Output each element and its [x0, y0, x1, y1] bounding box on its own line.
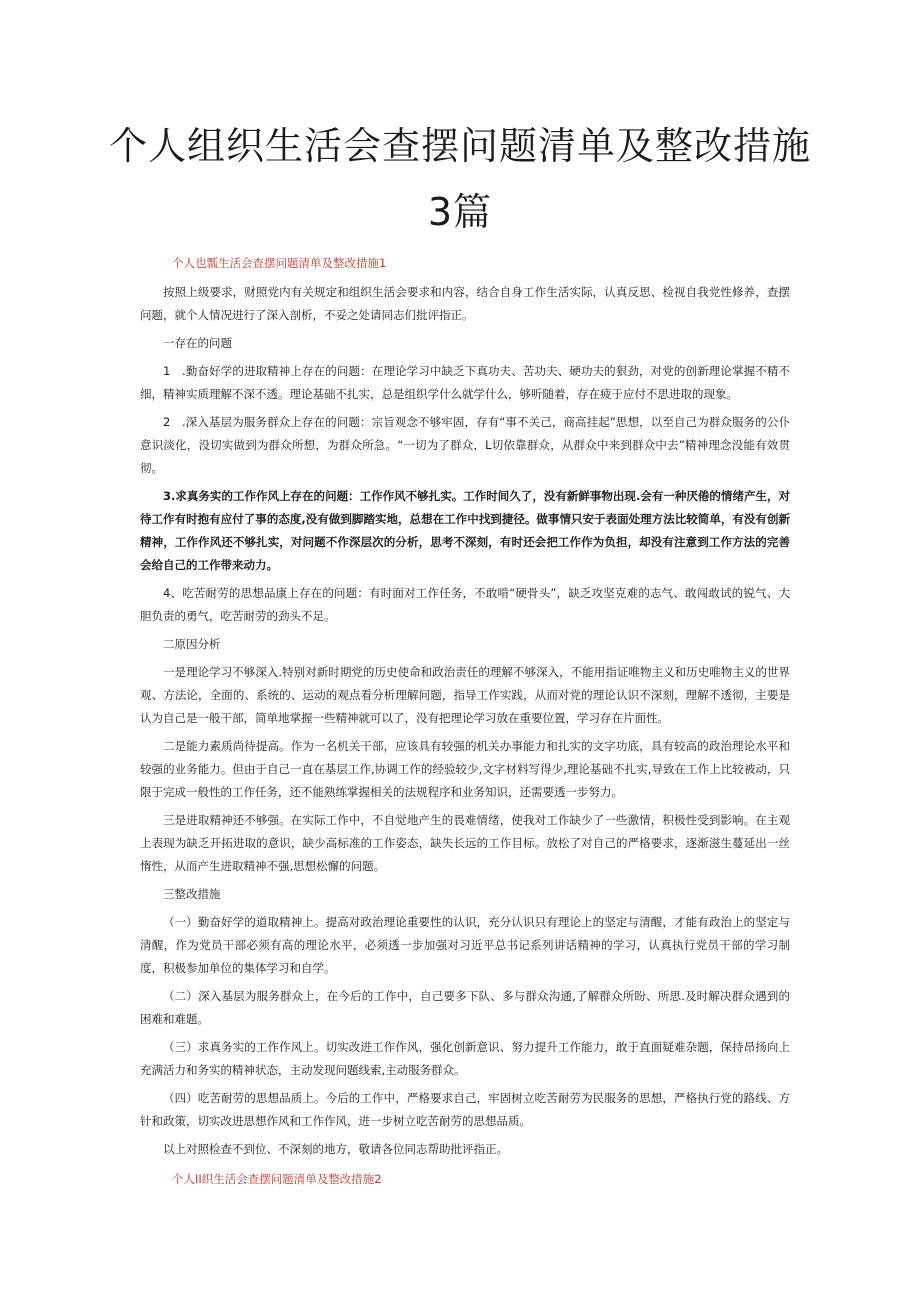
closing-paragraph: 以上对照检查不到位、不深刻的地方，敬请各位同志帮助批评指正。 [163, 1142, 508, 1156]
problem-1: 1 .勤奋好学的进取精神上存在的问题：在理论学习中缺乏下真功夫、苦功夫、硬功夫的狠劲，对党的创新理论掌握不精不细，精神实质理解不深不透。理论基础不扎实，总是组织学什么就学什么，够听随着，存在疲于应付不思进取的现象。 [140, 364, 790, 401]
document-title-line1: 个人组织生活会查摆问题清单及整改措施 [108, 124, 811, 168]
heading-measures: 三整改措施 [163, 887, 221, 901]
section-subtitle-2: 个人II织生活会查摆问题清单及整改措施2 [172, 1172, 382, 1186]
problem-3: 3.求真务实的工作作风上存在的问题：工作作风不够扎实。工作时间久了，没有新鲜事物出现.会有一种厌倦的情绪产生，对待工作有时抱有应付了事的态度,没有做到脚踏实地，总想在工作中找到捷径。做事情只安于表面处理方法比较简单，有没有创新精神，工作作风还不够扎实，对问题不作深层次的分析，思考不深刻，有时还会把工作作为负担，却没有注意到工作方法的完善会给自己的工作带来动力。 [140, 489, 790, 572]
section-subtitle-1: 个人也瓢生活会查摆问题清单及整改措施1 [172, 256, 387, 270]
heading-problems: 一存在的问题 [163, 336, 232, 350]
cause-1: 一是理论学习不够深入.特别对新时期党的历史使命和政治责任的理解不够深入，不能用指证唯物主义和历史唯物主义的世界观、方法论，全面的、系统的、运动的观点看分析理解问题，指导工作实践，从而对党的理论认识不深刻，理解不透彻，主要是认为自己是一般干部，简单地掌握一些精神就可以了，没有把理论学习放在重要位置，学习存在片面性。 [140, 665, 790, 725]
heading-causes: 二原因分析 [163, 637, 221, 651]
cause-3: 三是进取精神还不够强。在实际工作中，不自觉地产生的畏难情绪，使我对工作缺少了一些激情，积极性受到影响。在主观上表现为缺乏开拓进取的意识，缺少高标准的工作姿态，缺失长远的工作目标。放松了对自己的严格要求，逐渐滋生蔓延出一丝惰性，从而产生进取精神不强,思想松懈的问题。 [140, 813, 790, 873]
document-title-line2: 3篇 [427, 190, 493, 234]
measure-1: （一）勤奋好学的道取精神上。提高对政治理论重要性的认识，充分认识只有理论上的坚定与清醒，才能有政治上的坚定与清醒，作为党员干部必须有高的理论水平，必须透一步加强对习近平总书记系列讲话精神的学习，认真执行党员干部的学习制度，积极参加单位的集体学习和自学。 [140, 915, 790, 975]
problem-2: 2 .深入基层为服务群众上存在的问题：宗旨观念不够牢固，存有“事不关己，商高挂起”思想，以至自己为群众服务的公仆意识淡化，没切实做到为群众所想，为群众所急。“一切为了群众，L切依靠群众，从群众中来到群众中去”精神理念没能有效贯彻。 [140, 415, 790, 475]
intro-paragraph: 按照上级要求，财照党内有关规定和组织生活会要求和内容，结合自身工作生活实际，认真反思、检视自我党性修养，查摆问题，就个人情况进行了深入剖析，不妥之处请同志们批评指正。 [140, 285, 790, 322]
measure-2: （二）深入基层为服务群众上，在今后的工作中，自己要多下队、多与群众沟通,了解群众所盼、所思.及时解决群众遇到的困难和难题。 [140, 989, 790, 1026]
measure-3: （三）求真务实的工作作风上。切实改进工作作风，强化创新意识、努力提升工作能力，敢于直面疑难杂题，保持昂扬向上充满活力和务实的精神状态，主动发现问题线索,主动服务群众。 [140, 1040, 790, 1077]
cause-2: 二是能力素质尚待提高。作为一名机关干部，应该具有较强的机关办事能力和扎实的文字功底，具有较高的政治理论水平和较强的业务能力。但由于自己一直在基层工作,协调工作的经验较少,文字材料写得少,理论基础不扎实,导致在工作上比较被动，只限于完成一般性的工作任务，还不能熟练掌握相关的法规程序和业务知识，还需要透一步努力。 [140, 739, 790, 799]
measure-4: （四）吃苦耐劳的思想品质上。今后的工作中，严格要求自己，牢固树立吃苦耐劳为民服务的思想，严格执行党的路线、方针和政策，切实改进思想作风和工作作风，进一步树立吃苦耐劳的思想品质。 [140, 1091, 790, 1128]
document-body [140, 281, 790, 1166]
problem-4: 4、吃苦耐劳的思想品康上存在的问题：有时面对工作任务，不敢啃“硬骨头”，缺乏攻坚克难的志气、敢闯敢试的锐气、大胆负责的勇气，吃苦耐劳的劲头不足。 [140, 586, 790, 623]
